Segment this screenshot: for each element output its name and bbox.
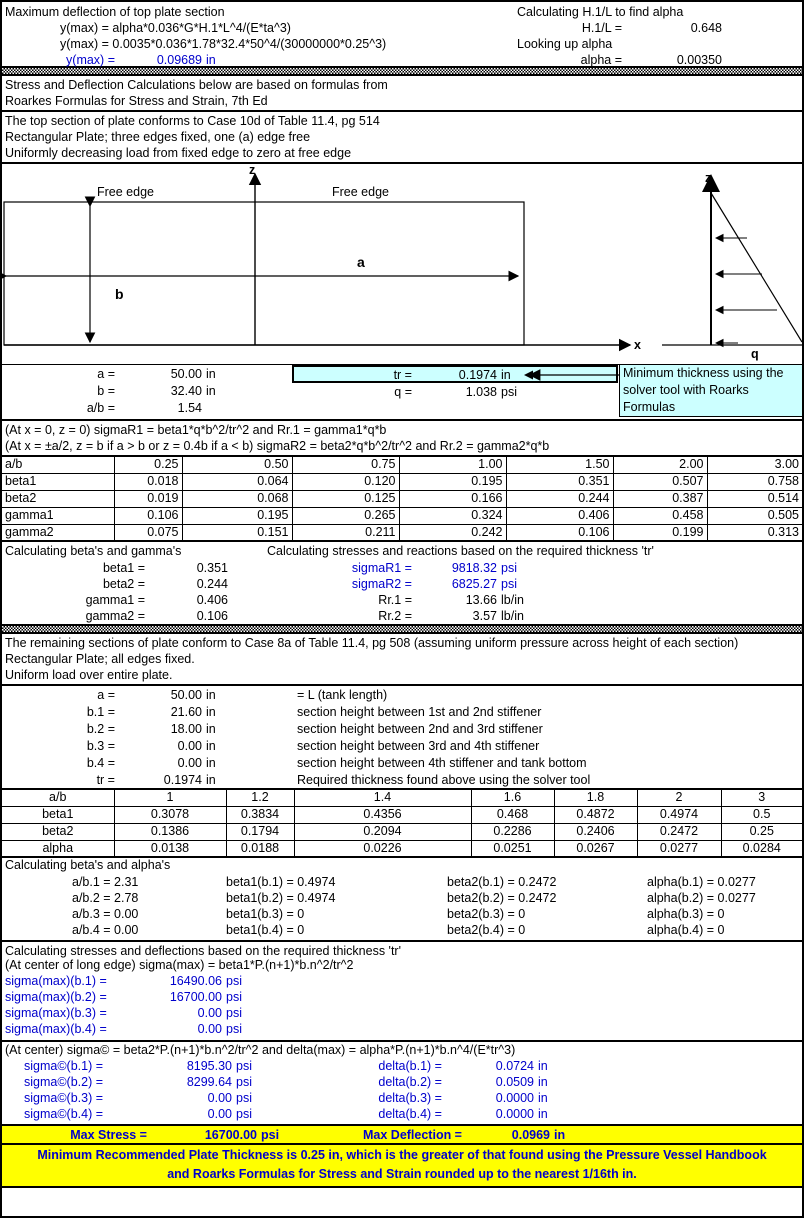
table-cell: 0.313 [707,524,802,541]
lookup-alpha-text: Looking up alpha [517,37,613,51]
load-z-label: z [705,171,712,185]
table-row-label: beta2 [2,490,114,507]
param-tr-value: 0.1974 [458,368,497,382]
dimensions-block [2,686,802,788]
max-deflection-label: Max Deflection = [363,1128,462,1142]
table-row-label: gamma2 [2,524,114,541]
free-edge-left-label: Free edge [97,185,154,199]
table-cell: 1.4 [294,789,471,806]
delta-value: 0.0724 [495,1059,534,1073]
parameters-block [2,365,802,419]
param-a-label: a = [97,367,115,381]
table-cell: 0.387 [613,490,707,507]
delta-value: 0.0509 [495,1075,534,1089]
sigma-max-unit: psi [226,974,242,988]
stress-formula-edge: (At center of long edge) sigma(max) = beta1*P.(n+1)*b.n^2/tr^2 [5,958,354,972]
table-row [2,456,802,473]
header-formula-1: y(max) = alpha*0.036*G*H.1*L^4/(E*ta^3) [60,21,291,35]
table-cell: 0.0277 [637,840,721,857]
table-cell: 1 [114,789,226,806]
calc1-right-unit: lb/in [501,609,524,623]
alpha-value: 0.00350 [676,53,722,67]
param-tr-label: tr = [393,368,412,382]
calc1-right-label: sigmaR1 = [351,561,412,575]
param-b-unit: in [206,384,216,398]
calc2-ab: a/b.3 = 0.00 [72,907,139,921]
sigma-center-unit: psi [236,1091,252,1105]
dim-unit: in [206,756,216,770]
delta-unit: in [538,1059,548,1073]
table-row [2,823,802,840]
table-cell: 0.25 [721,823,802,840]
sigma-center-value: 0.00 [207,1091,232,1105]
table-cell: 0.2286 [471,823,554,840]
center-stress-block [2,1042,802,1124]
table-cell: 0.106 [506,524,613,541]
calc2-beta1: beta1(b.4) = 0 [226,923,305,937]
table-cell: 0.0284 [721,840,802,857]
table-cell: 0.211 [292,524,399,541]
table-row [2,490,802,507]
table-cell: 0.2406 [554,823,637,840]
delta-value: 0.0000 [495,1107,534,1121]
dim-value: 0.00 [177,756,202,770]
conditions-block [2,421,802,455]
solver-note-box [619,365,804,417]
dim-description: = L (tank length) [297,688,388,702]
calc1-right-unit: psi [501,577,517,591]
table-cell: 0.0138 [114,840,226,857]
calc2-ab: a/b.4 = 0.00 [72,923,139,937]
header-formula-2: y(max) = 0.0035*0.036*1.78*32.4*50^4/(30000000*0.25^3) [60,37,387,51]
dimension-a-label: a [357,254,365,270]
table-cell: 0.507 [613,473,707,490]
dim-description: section height between 4th stiffener and tank bottom [297,756,587,770]
calc2-ab: a/b.1 = 2.31 [72,875,139,889]
table-cell: 0.0267 [554,840,637,857]
dim-unit: in [206,705,216,719]
table-cell: 1.00 [399,456,506,473]
table-row [2,840,802,857]
sigma-max-label: sigma(max)(b.2) = [5,990,107,1004]
table-cell: 0.068 [182,490,292,507]
table-cell: 0.1386 [114,823,226,840]
table-row-label: alpha [2,840,114,857]
table-cell: 1.2 [226,789,294,806]
header-right-title: Calculating H.1/L to find alpha [517,5,684,19]
case8a-line-1: The remaining sections of plate conform to Case 8a of Table 11.4, pg 508 (assuming uniform pressure across height of each section) [5,636,739,650]
table-cell: 0.195 [182,507,292,524]
table-cell: 0.514 [707,490,802,507]
banner-line-1: Minimum Recommended Plate Thickness is 0.25 in, which is the greater of that found using the Pressure Vessel Handbook [37,1148,767,1162]
delta-label: delta(b.3) = [378,1091,442,1105]
calc2-beta1: beta1(b.3) = 0 [226,907,305,921]
table-row-label: gamma1 [2,507,114,524]
case8a-line-3: Uniform load over entire plate. [5,668,173,682]
sigma-max-value: 16700.00 [169,990,222,1004]
table-cell: 0.199 [613,524,707,541]
sigma-max-value: 0.00 [197,1006,222,1020]
table-cell: 0.120 [292,473,399,490]
table-cell: 0.265 [292,507,399,524]
calc1-left-label: beta2 = [102,577,145,591]
param-ab-label: a/b = [86,401,115,415]
coefficient-table-1 [2,455,802,542]
table-cell: 0.5 [721,806,802,823]
sigma-center-label: sigma©(b.1) = [24,1059,104,1073]
calc1-right-label: Rr.1 = [378,593,412,607]
alpha-label: alpha = [580,53,622,67]
calc1-left-label: gamma1 = [85,593,145,607]
case8a-line-2: Rectangular Plate; all edges fixed. [5,652,195,666]
table-cell: 1.8 [554,789,637,806]
dim-label: a = [97,688,115,702]
dim-description: Required thickness found above using the solver tool [297,773,591,787]
calc1-left-value: 0.244 [196,577,228,591]
hl-label: H.1/L = [581,21,622,35]
case10d-block [2,112,802,162]
calc2-beta2: beta2(b.3) = 0 [447,907,526,921]
calc1-left-label: gamma2 = [85,609,145,623]
sigma-max-unit: psi [226,990,242,1004]
sigma-center-value: 0.00 [207,1107,232,1121]
max-stress-label: Max Stress = [70,1128,147,1142]
calc1-left-title: Calculating beta's and gamma's [5,544,182,558]
table-cell: 0.458 [613,507,707,524]
calc1-right-unit: lb/in [501,593,524,607]
dim-value: 0.00 [177,739,202,753]
delta-value: 0.0000 [495,1091,534,1105]
summary-row [2,1124,802,1143]
table-cell: 0.758 [707,473,802,490]
calc2-beta2: beta2(b.1) = 0.2472 [447,875,557,889]
calc1-right-value: 13.66 [465,593,497,607]
sigma-center-value: 8195.30 [186,1059,232,1073]
calc2-title: Calculating beta's and alpha's [5,858,171,872]
table-cell: 0.0226 [294,840,471,857]
delta-label: delta(b.2) = [378,1075,442,1089]
delta-label: delta(b.4) = [378,1107,442,1121]
calc2-beta2: beta2(b.2) = 0.2472 [447,891,557,905]
max-deflection-value: 0.0969 [511,1128,550,1142]
stress-formula-center: (At center) sigma© = beta2*P.(n+1)*b.n^2/tr^2 and delta(max) = alpha*P.(n+1)*b.n^4/(E*tr^3) [5,1043,516,1057]
sigma-max-unit: psi [226,1022,242,1036]
table-row-label: a/b [2,789,114,806]
diagram-x-label: x [634,338,641,352]
table-cell: 1.6 [471,789,554,806]
table-cell: 0.2472 [637,823,721,840]
dim-unit: in [206,773,216,787]
table-cell: 0.75 [292,456,399,473]
table-cell: 3.00 [707,456,802,473]
dim-unit: in [206,739,216,753]
header-block [2,2,802,66]
sigma-center-label: sigma©(b.3) = [24,1091,104,1105]
dimension-b-label: b [115,286,124,302]
sigma-center-unit: psi [236,1107,252,1121]
load-q-label: q [751,347,759,361]
coefficient-table-2 [2,788,802,858]
table-row [2,524,802,541]
table-cell: 0.50 [182,456,292,473]
calc2-beta1: beta1(b.2) = 0.4974 [226,891,336,905]
table-cell: 2.00 [613,456,707,473]
table-cell: 0.019 [114,490,182,507]
table-cell: 0.468 [471,806,554,823]
condition-line-1: (At x = 0, z = 0) sigmaR1 = beta1*q*b^2/tr^2 and Rr.1 = gamma1*q*b [5,423,387,437]
param-a-value: 50.00 [170,367,202,381]
max-stress-value: 16700.00 [204,1128,257,1142]
recommendation-banner [2,1143,802,1188]
ymax-value: 0.09689 [156,53,202,67]
calc-betas-alphas-block [2,858,802,940]
param-q-value: 1.038 [465,385,497,399]
table-cell: 0.505 [707,507,802,524]
sigma-center-unit: psi [236,1075,252,1089]
table-row-label: beta1 [2,473,114,490]
table-cell: 0.0251 [471,840,554,857]
source-block [2,76,802,110]
dim-description: section height between 1st and 2nd stiffener [297,705,542,719]
case8a-block [2,634,802,684]
dim-label: b.2 = [86,722,115,736]
table-cell: 0.195 [399,473,506,490]
table-cell: 0.018 [114,473,182,490]
diagram-z-label: z [249,163,256,177]
calc-betas-gammas-block [2,542,802,624]
delta-unit: in [538,1091,548,1105]
table-cell: 0.125 [292,490,399,507]
param-b-value: 32.40 [170,384,202,398]
calc2-beta1: beta1(b.1) = 0.4974 [226,875,336,889]
calc2-alpha: alpha(b.2) = 0.0277 [647,891,756,905]
dim-value: 50.00 [170,688,202,702]
table-row [2,789,802,806]
source-line-2: Roarkes Formulas for Stress and Strain, 7th Ed [5,94,268,108]
table-cell: 0.0188 [226,840,294,857]
dim-value: 0.1974 [163,773,202,787]
calc2-alpha: alpha(b.1) = 0.0277 [647,875,756,889]
dim-label: tr = [96,773,115,787]
param-b-label: b = [97,384,115,398]
calc1-left-value: 0.406 [196,593,228,607]
sigma-max-label: sigma(max)(b.3) = [5,1006,107,1020]
dim-label: b.4 = [86,756,115,770]
table-cell: 0.25 [114,456,182,473]
table-row [2,473,802,490]
dim-value: 18.00 [170,722,202,736]
tr-pointer-arrow [522,368,622,382]
case10d-line-2: Rectangular Plate; three edges fixed, one (a) edge free [5,130,311,144]
table-row-label: beta1 [2,806,114,823]
calc1-left-value: 0.106 [196,609,228,623]
calc1-right-value: 3.57 [472,609,497,623]
table-cell: 1.50 [506,456,613,473]
banner-line-2: and Roarks Formulas for Stress and Strain rounded up to the nearest 1/16th in. [167,1167,637,1181]
sigma-max-unit: psi [226,1006,242,1020]
param-a-unit: in [206,367,216,381]
param-q-unit: psi [501,385,517,399]
sigma-max-value: 0.00 [197,1022,222,1036]
max-stress-unit: psi [261,1128,280,1142]
hl-value: 0.648 [690,21,722,35]
calc1-right-value: 9818.32 [451,561,497,575]
source-line-1: Stress and Deflection Calculations below are based on formulas from [5,78,388,92]
table-row-label: a/b [2,456,114,473]
table-cell: 0.3078 [114,806,226,823]
dim-description: section height between 3rd and 4th stiffener [297,739,540,753]
calc1-right-label: sigmaR2 = [351,577,412,591]
table-cell: 0.244 [506,490,613,507]
calc1-left-label: beta1 = [102,561,145,575]
table-cell: 2 [637,789,721,806]
case10d-line-3: Uniformly decreasing load from fixed edge to zero at free edge [5,146,352,160]
calc1-left-value: 0.351 [196,561,228,575]
calc1-right-title: Calculating stresses and reactions based on the required thickness 'tr' [267,544,654,558]
table-row [2,806,802,823]
sigma-max-label: sigma(max)(b.1) = [5,974,107,988]
table-cell: 0.1794 [226,823,294,840]
table-cell: 0.242 [399,524,506,541]
calc1-right-value: 6825.27 [451,577,497,591]
sigma-center-value: 8299.64 [186,1075,232,1089]
dim-label: b.3 = [86,739,115,753]
param-ab-value: 1.54 [177,401,202,415]
sigma-center-label: sigma©(b.2) = [24,1075,104,1089]
calc1-right-label: Rr.2 = [378,609,412,623]
table-cell: 0.064 [182,473,292,490]
calc1-right-unit: psi [501,561,517,575]
stress-block [2,942,802,1040]
sigma-max-label: sigma(max)(b.4) = [5,1022,107,1036]
dim-label: b.1 = [86,705,115,719]
sigma-center-label: sigma©(b.4) = [24,1107,104,1121]
calc2-alpha: alpha(b.3) = 0 [647,907,725,921]
table-row-label: beta2 [2,823,114,840]
sigma-max-value: 16490.06 [169,974,222,988]
param-q-label: q = [394,385,412,399]
table-cell: 0.075 [114,524,182,541]
delta-label: delta(b.1) = [378,1059,442,1073]
sigma-center-unit: psi [236,1059,252,1073]
delta-unit: in [538,1075,548,1089]
dim-description: section height between 2nd and 3rd stiffener [297,722,543,736]
plate-diagram [2,164,802,364]
case10d-line-1: The top section of plate conforms to Case 10d of Table 11.4, pg 514 [5,114,380,128]
table-cell: 0.4872 [554,806,637,823]
table-cell: 0.351 [506,473,613,490]
table-cell: 0.2094 [294,823,471,840]
ymax-label: y(max) = [66,53,115,67]
table-row [2,507,802,524]
table-cell: 0.151 [182,524,292,541]
free-edge-right-label: Free edge [332,185,389,199]
dim-unit: in [206,688,216,702]
calc2-alpha: alpha(b.4) = 0 [647,923,725,937]
ymax-unit: in [206,53,216,67]
dim-value: 21.60 [170,705,202,719]
condition-line-2: (At x = ±a/2, z = b if a > b or z = 0.4b if a < b) sigmaR2 = beta2*q*b^2/tr^2 and Rr.2 = gamma2*q*b [5,439,550,453]
table-cell: 0.4974 [637,806,721,823]
solver-note-text: Minimum thickness using the solver tool with Roarks Formulas [623,366,784,414]
header-left-title: Maximum deflection of top plate section [5,5,225,19]
dim-unit: in [206,722,216,736]
section-separator-2 [2,624,802,634]
param-tr-unit: in [501,368,511,382]
calc2-ab: a/b.2 = 2.78 [72,891,139,905]
stress-title: Calculating stresses and deflections based on the required thickness 'tr' [5,944,401,958]
table-cell: 0.324 [399,507,506,524]
table-cell: 0.106 [114,507,182,524]
max-deflection-unit: in [554,1128,566,1142]
calc2-beta2: beta2(b.4) = 0 [447,923,526,937]
table-cell: 0.4356 [294,806,471,823]
table-cell: 0.3834 [226,806,294,823]
table-cell: 3 [721,789,802,806]
delta-unit: in [538,1107,548,1121]
table-cell: 0.166 [399,490,506,507]
table-cell: 0.406 [506,507,613,524]
